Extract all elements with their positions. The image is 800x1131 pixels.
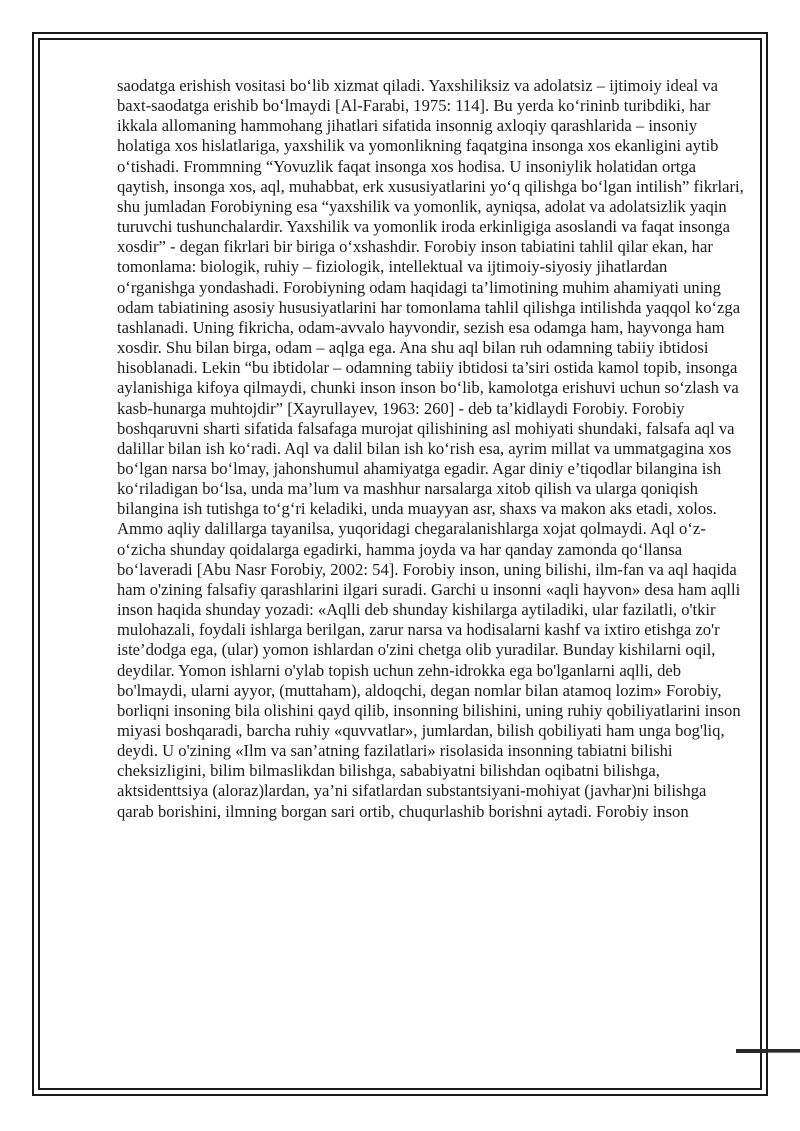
body-paragraph: saodatga erishish vositasi bo‘lib xizmat qiladi. Yaxshiliksiz va adolatsiz – ijtimoiy ideal va baxt-saodatga erishib bo‘lmaydi [Al-Farabi, 1975: 114]. Bu yerda ko‘rininb turibdiki, har ikkala allomaning hammohang jihatlari sifatida insonnig axloqiy qarashlarida – insoniy holatiga xos hislatlariga, yaxshilik va yomonlikning faqatgina insonga xos ekanligini aytib o‘tishadi. Frommning “Yovuzlik faqat insonga xos hodisa. U insoniylik holatidan ortga qaytish, insonga xos, aql, muhabbat, erk xususiyatlarini yo‘q qilishga bo‘lgan intilish” fikrlari, shu jumladan Forobiyning esa “yaxshilik va yomonlik, ayniqsa, adolat va adolatsizlik yaqin turuvchi tushunchalardir. Yaxshilik va yomonlik iroda erkinligiga asoslandi va faqat insonga xosdir” - degan fikrlari bir biriga o‘xshashdir. Forobiy inson tabiatini tahlil qilar ekan, har tomonlama: biologik, ruhiy – fiziologik, intellektual va ijtimoiy-siyosiy jihatlardan o‘rganishga yondashadi. Forobiyning odam haqidagi ta’limotining muhim ahamiyati uning odam tabiatining asosiy hususiyatlarini har tomonlama tahlil qilishga intilishda yaqqol ko‘zga tashlanadi. Uning fikricha, odam-avvalo hayvondir, sezish esa odamga ham, hayvonga ham xosdir. Shu bilan birga, odam – aqlga ega. Ana shu aql bilan ruh odamning tabiiy ibtidosi hisoblanadi. Lekin “bu ibtidolar – odamning tabiiy ibtidosi ta’siri ostida kamol topib, insonga aylanishiga kifoya qilmaydi, chunki inson inson bo‘lib, kamolotga erishuvi uchun so‘zlash va kasb-hunarga muhtojdir” [Xayrullayev, 1963: 260] - deb ta’kidlaydi Forobiy. Forobiy boshqaruvni sharti sifatida falsafaga murojat qilishining asl mohiyati shundaki, falsafa aql va dalillar bilan ish ko‘radi. Aql va dalil bilan ish ko‘rish esa, ayrim millat va ummatgagina xos bo‘lgan narsa bo‘lmay, jahonshumul ahamiyatga egadir. Agar diniy e’tiqodlar bilangina ish ko‘riladigan bo‘lsa, unda ma’lum va mashhur narsalarga xitob qilish va ularga qoniqish bilangina ish tutishga to‘g‘ri keladiki, unda muayyan asr, shaxs va makon aks etadi, xolos. Ammo aqliy dalillarga tayanilsa, yuqoridagi chegaralanishlarga xojat qolmaydi. Aql o‘z-o‘zicha shunday qoidalarga egadirki, hamma joyda va har qanday zamonda qo‘llansa bo‘laveradi [Abu Nasr Forobiy, 2002: 54]. Forobiy inson, uning bilishi, ilm-fan va aql haqida ham o'zining falsafiy qarashlarini ilgari suradi. Garchi u insonni «aqli hayvon» desa ham aqlli inson haqida shunday yozadi: «Aqlli deb shunday kishilarga aytiladiki, ular fazilatli, o'tkir mulohazali, foydali ishlarga berilgan, zarur narsa va hodisalarni kashf va ixtiro etishga zo'r iste’dodga ega, (ular) yomon ishlardan o'zini chetga olib yuradilar. Bunday kishilarni oqil, deydilar. Yomon ishlarni o'ylab topish uchun zehn-idrokka ega bo'lganlarni aqlli, deb bo'lmaydi, ularni ayyor, (muttaham), aldoqchi, degan nomlar bilan atamoq lozim» Forobiy, borliqni insoning bila olishini qayd qilib, insonning bilishini, uning ruhiy qobiliyatlarini inson miyasi boshqaradi, barcha ruhiy «quvvatlar», jumlardan, bilish qobiliyati ham unga bog'liq, deydi. U o'zining «Ilm va san’atning fazilatlari» risolasida insonning tabiatni bilishi cheksizligini, bilim bilmaslikdan bilishga, sababiyatni bilishdan oqibatni bilishga, aktsidenttsiya (aloraz)lardan, ya’ni sifatlardan substantsiyani-mohiyat (javhar)ni bilishga qarab borishini, ilmning borgan sari ortib, chuqurlashib borishni aytadi. Forobiy inson <box>117 76 744 821</box>
decorative-corner-rule-thin <box>768 1052 800 1053</box>
